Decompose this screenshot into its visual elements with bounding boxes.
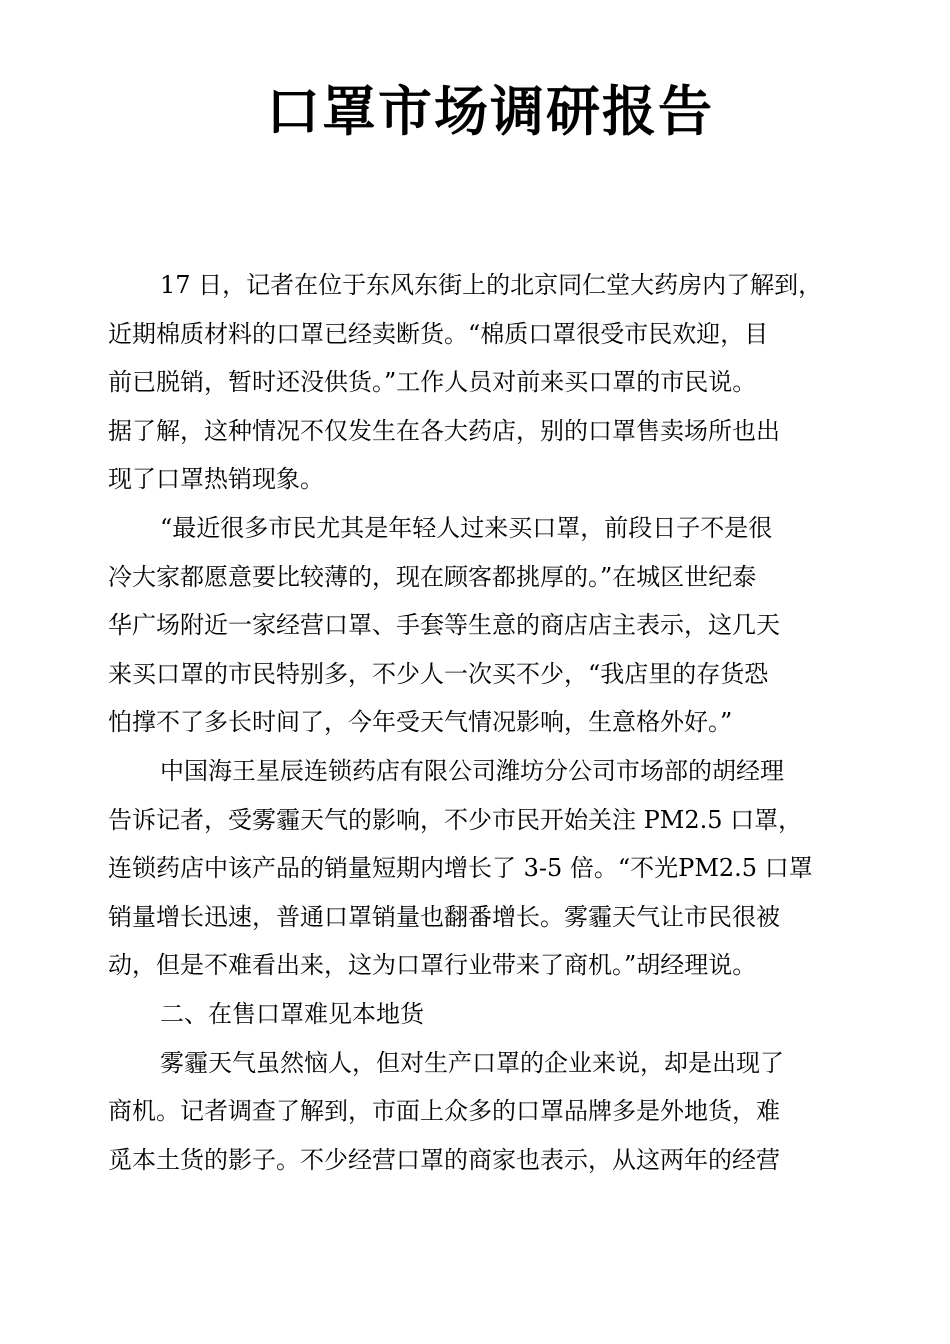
paragraph-line: 销量增长迅速，普通口罩销量也翻番增长。雾霾天气让市民很被 — [108, 902, 780, 931]
paragraph-line: 雾霾天气虽然恼人，但对生产口罩的企业来说，却是出现了 — [160, 1048, 784, 1077]
section-heading: 二、在售口罩难见本地货 — [160, 999, 424, 1028]
paragraph-line: 现了口罩热销现象。 — [108, 465, 324, 494]
paragraph-line: 怕撑不了多长时间了，今年受天气情况影响，生意格外好。” — [108, 708, 733, 737]
paragraph-line: 中国海王星辰连锁药店有限公司潍坊分公司市场部的胡经理 — [160, 756, 784, 785]
paragraph-line: 17 日，记者在位于东风东街上的北京同仁堂大药房内了解到， — [160, 271, 823, 299]
paragraph-line: “最近很多市民尤其是年轻人过来买口罩，前段日子不是很 — [160, 513, 773, 542]
paragraph-line: 连锁药店中该产品的销量短期内增长了 3-5 倍。“不光PM2.5 口罩 — [108, 854, 813, 883]
paragraph-line: 来买口罩的市民特别多，不少人一次买不少，“我店里的存货恐 — [108, 659, 769, 688]
paragraph-line: 动，但是不难看出来，这为口罩行业带来了商机。”胡经理说。 — [108, 951, 757, 980]
paragraph-line: 华广场附近一家经营口罩、手套等生意的商店店主表示，这几天 — [108, 611, 780, 640]
paragraph-line: 商机。记者调查了解到，市面上众多的口罩品牌多是外地货，难 — [108, 1097, 780, 1126]
document-title: 口罩市场调研报告 — [266, 80, 714, 143]
paragraph-line: 觅本土货的影子。不少经营口罩的商家也表示，从这两年的经营 — [108, 1145, 780, 1174]
paragraph-line: 告诉记者，受雾霾天气的影响，不少市民开始关注 PM2.5 口罩， — [108, 805, 803, 834]
paragraph-line: 前已脱销，暂时还没供货。”工作人员对前来买口罩的市民说。 — [108, 368, 757, 397]
paragraph-line: 据了解，这种情况不仅发生在各大药店，别的口罩售卖场所也出 — [108, 416, 780, 445]
paragraph-line: 近期棉质材料的口罩已经卖断货。“棉质口罩很受市民欢迎，目 — [108, 319, 769, 348]
paragraph-line: 冷大家都愿意要比较薄的，现在顾客都挑厚的。”在城区世纪泰 — [108, 562, 757, 591]
document-body — [108, 264, 850, 1187]
